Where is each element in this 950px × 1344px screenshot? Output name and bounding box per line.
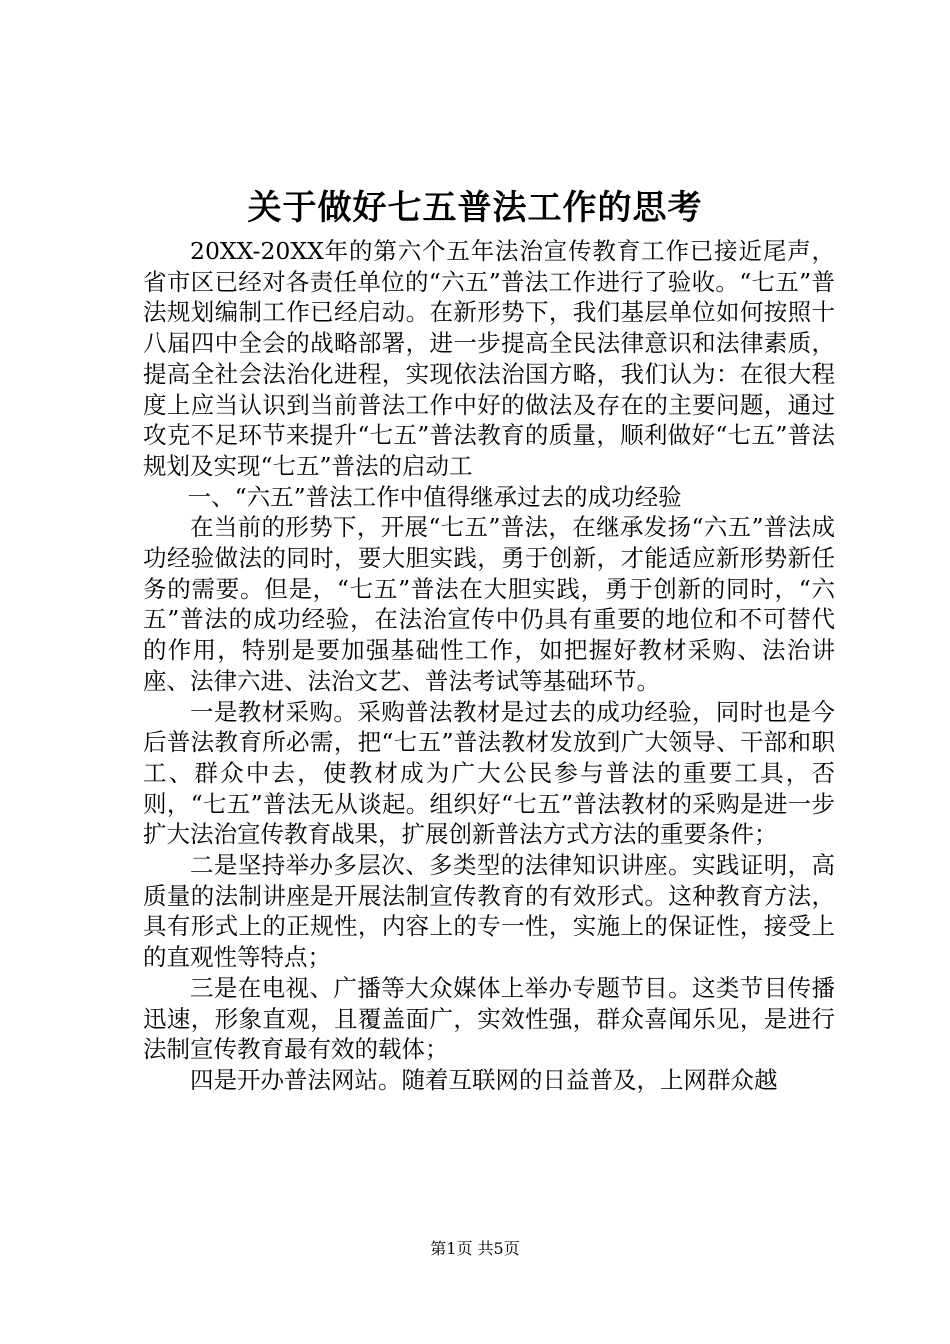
section-heading-1: 一、“六五”普法工作中值得继承过去的成功经验	[187, 482, 682, 511]
paragraph-intro: 20XX-20XX年的第六个五年法治宣传教育工作已接近尾声，省市区已经对各责任单位的“六五”普法工作进行了验收。“七五”普法规划编制工作已经启动。在新形势下，我们基层单位如何按照十八届四中全会的战略部署，进一步提高全民法律意识和法律素质，提高全社会法治化进程，实现依法治国方略，我们认为：在很大程度上应当认识到当前普法工作中好的做法及存在的主要问题，通过攻克不足环节来提升“七五”普法教育的质量，顺利做好“七五”普法规划及实现“七五”普法的启动工	[143, 237, 835, 480]
paragraph-item-1: 一是教材采购。采购普法教材是过去的成功经验，同时也是今后普法教育所必需，把“七五”普法教材发放到广大领导、干部和职工、群众中去，使教材成为广大公民参与普法的重要工具，否则，“七五”普法无从谈起。组织好“七五”普法教材的采购是进一步扩大法治宣传教育战果，扩展创新普法方式方法的重要条件；	[143, 697, 835, 849]
paragraph-item-2: 二是坚持举办多层次、多类型的法律知识讲座。实践证明，高质量的法制讲座是开展法制宣传教育的有效形式。这种教育方法，具有形式上的正规性，内容上的专一性，实施上的保证性，接受上的直观性等特点；	[143, 851, 835, 972]
paragraph-item-3: 三是在电视、广播等大众媒体上举办专题节目。这类节目传播迅速，形象直观，且覆盖面广，实效性强，群众喜闻乐见，是进行法制宣传教育最有效的载体；	[143, 973, 835, 1064]
page-footer: 第1页 共5页	[430, 1239, 520, 1258]
paragraph-context: 在当前的形势下，开展“七五”普法，在继承发扬“六五”普法成功经验做法的同时，要大胆实践，勇于创新，才能适应新形势新任务的需要。但是，“七五”普法在大胆实践，勇于创新的同时，“六五”普法的成功经验，在法治宣传中仍具有重要的地位和不可替代的作用，特别是要加强基础性工作，如把握好教材采购、法治讲座、法律六进、法治文艺、普法考试等基础环节。	[143, 513, 835, 695]
paragraph-item-4: 四是开办普法网站。随着互联网的日益普及，上网群众越	[190, 1065, 778, 1094]
document-body	[143, 236, 835, 1096]
document-title: 关于做好七五普法工作的思考	[247, 188, 703, 228]
